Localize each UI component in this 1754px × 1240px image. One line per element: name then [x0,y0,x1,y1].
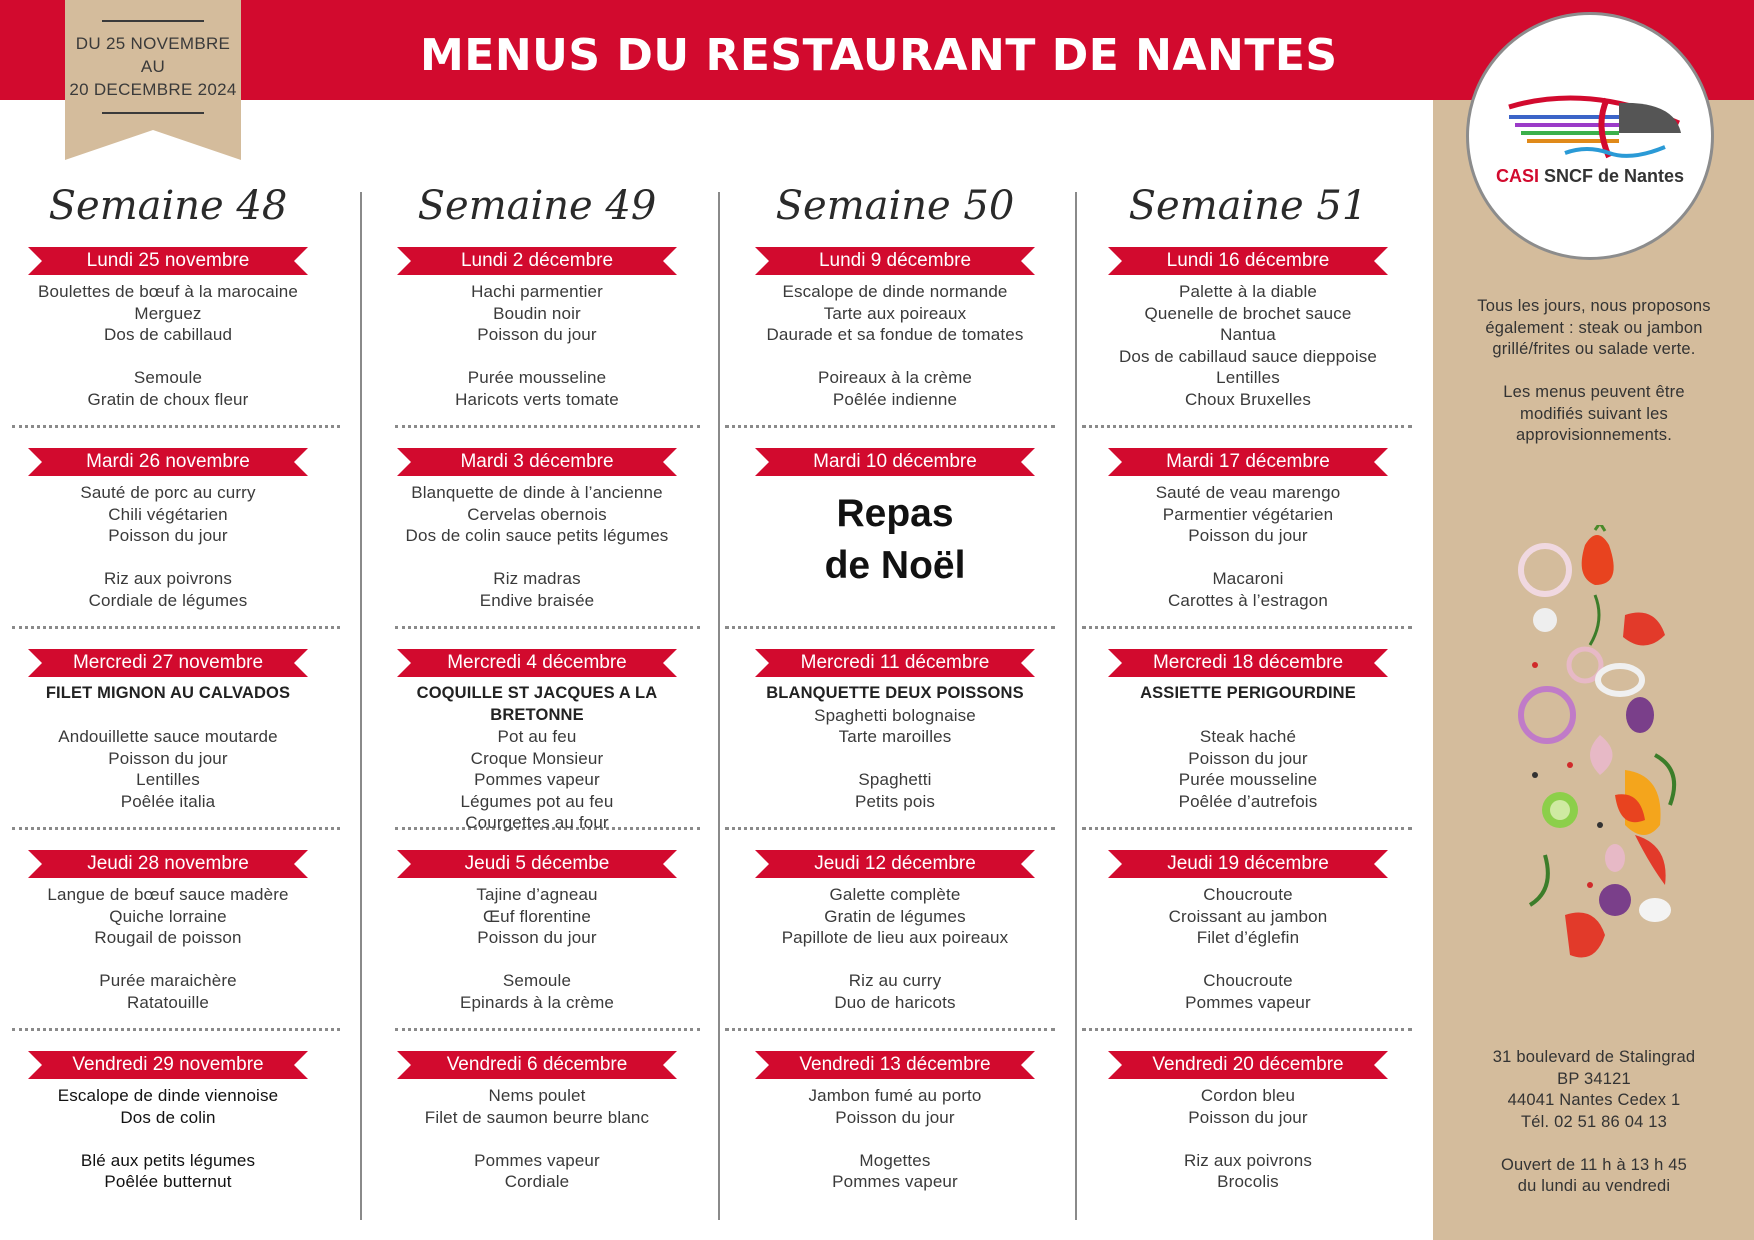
dish-item: Palette à la diable [1178,282,1317,301]
dish-item: Tajine d’agneau [476,885,598,904]
day-banner [755,1049,1035,1081]
dish-item: Nantua [1220,325,1276,344]
dish-item: Ratatouille [127,992,209,1012]
dish-list [1078,482,1418,611]
day-banner [397,848,677,880]
day-banner [755,446,1035,478]
dish-item: Croissant au jambon [1168,906,1328,926]
day-banner [397,245,677,277]
dotted-separator [395,425,700,428]
day-banner [397,1049,677,1081]
dish-spacer [725,1128,1065,1150]
day-banner [28,1049,308,1081]
phone-line: Tél. 02 51 86 04 13 [1521,1112,1667,1131]
sidebar-info-spacer [1440,361,1748,383]
dish-item: Courgettes au four [465,813,609,832]
dish-item: Œuf florentine [483,906,591,926]
day-label: Jeudi 12 décembre [814,853,976,874]
day-label: Mercredi 18 décembre [1152,652,1344,673]
dish-item: Rougail de poisson [94,928,242,947]
dish-item: Semoule [502,971,572,990]
dish-item: Quenelle de brochet sauce [1144,303,1352,323]
dish-item: Poisson du jour [835,1107,955,1127]
dish-item: Merguez [134,303,202,323]
dish-item: Boudin noir [493,303,581,323]
dotted-separator [1082,626,1412,629]
dish-item: Jambon fumé au porto [808,1086,982,1105]
special-line: de Noël [824,544,966,587]
dotted-separator [1082,827,1412,830]
dish-item: Filet d’églefin [1196,928,1300,947]
dish-spacer [1078,1128,1418,1150]
dish-list [725,1085,1065,1193]
dish-item: Choucroute [1203,971,1293,990]
day-label: Mardi 10 décembre [813,451,977,472]
dish-list [0,884,338,1013]
dish-spacer [367,346,707,368]
dish-item: ASSIETTE PERIGOURDINE [1140,684,1356,702]
dish-list [367,1085,707,1193]
dotted-separator [395,1028,700,1031]
dish-item: Légumes pot au feu [460,791,614,811]
dish-item: Cordiale [504,1172,570,1191]
week-title: Semaine 51 [1128,183,1368,229]
dish-item: Blanquette de dinde à l’ancienne [411,483,663,502]
day-label: Mardi 3 décembre [460,451,614,472]
sidebar-address [1440,1047,1748,1198]
dish-list [1078,683,1418,812]
day-banner [755,848,1035,880]
dish-list [1078,1085,1418,1193]
vegetables-illustration-icon [1505,525,1695,975]
dish-item: Poisson du jour [108,748,228,768]
dish-list [1078,281,1418,410]
dish-item: Purée maraichère [99,971,237,990]
dish-item: Poisson du jour [1188,1107,1308,1127]
dish-item: Carottes à l’estragon [1167,590,1328,610]
dish-list [367,683,707,834]
dish-spacer [367,949,707,971]
dish-item: Poêlée butternut [104,1172,232,1191]
dish-item: Nems poulet [488,1086,586,1105]
sidebar-info-line: également : steak ou jambon [1485,318,1703,337]
dish-list [1078,884,1418,1013]
dish-item: Poisson du jour [477,325,597,344]
day-label: Mercredi 11 décembre [800,652,990,673]
dotted-separator [12,425,340,428]
dish-item: Duo de haricots [834,992,956,1012]
dish-item: Tarte maroilles [838,727,952,746]
dish-spacer [1078,705,1418,727]
dish-spacer [0,949,338,971]
day-banner [28,446,308,478]
dish-item: Cordiale de légumes [88,590,248,610]
dish-spacer [725,346,1065,368]
dish-item: Endive braisée [479,590,595,610]
week-title: Semaine 50 [775,183,1015,229]
dotted-separator [725,1028,1055,1031]
date-range-text [65,32,241,101]
dish-list [725,281,1065,410]
dotted-separator [1082,1028,1412,1031]
sidebar-info-line: modifiés suivant les [1520,404,1668,423]
dish-item: Boulettes de bœuf à la marocaine [38,282,298,301]
dish-item: Poisson du jour [477,928,597,947]
dish-item: Poireaux à la crème [817,368,973,387]
dish-list [367,482,707,611]
dotted-separator [12,827,340,830]
column-divider [1075,192,1077,1220]
day-banner [1108,446,1388,478]
dish-item: Poisson du jour [108,526,228,545]
dish-item: Lentilles [136,770,200,789]
logo-prefix: CASI [1495,166,1539,186]
day-label: Jeudi 28 novembre [87,853,249,874]
date-range-tag [65,0,241,160]
dish-item: Langue de bœuf sauce madère [47,885,289,904]
dish-spacer [0,346,338,368]
day-label: Jeudi 19 décembre [1167,853,1329,874]
dish-list [725,683,1065,812]
dish-spacer [1078,547,1418,569]
dish-item: Poêlée d’autrefois [1178,791,1318,811]
logo-name: SNCF de Nantes [1544,166,1685,186]
dotted-separator [12,1028,340,1031]
dish-item: Quiche lorraine [109,906,227,926]
address-line: 44041 Nantes Cedex 1 [1507,1091,1681,1109]
dish-item: Cordon bleu [1200,1086,1296,1105]
dish-item: Poêlée indienne [832,389,958,409]
date-range-separator: AU [140,57,166,76]
dish-item: COQUILLE ST JACQUES A LA [416,684,658,702]
dish-item: Escalope de dinde normande [782,282,1008,301]
dish-item: Petits pois [854,791,936,811]
dish-item: Gratin de légumes [824,906,966,926]
week-title: Semaine 48 [48,183,288,229]
sidebar-info-line: grillé/frites ou salade verte. [1492,340,1696,358]
day-banner [1108,1049,1388,1081]
dish-item: Sauté de veau marengo [1155,483,1341,502]
sidebar-info-line: approvisionnements. [1515,426,1673,444]
dish-item: Purée mousseline [1178,770,1318,789]
day-label: Vendredi 29 novembre [72,1054,264,1075]
dish-item: Brocolis [1217,1172,1279,1191]
casi-sncf-logo-icon [1469,15,1711,165]
dish-item: Cervelas obernois [467,504,607,524]
dotted-separator [725,425,1055,428]
day-banner [28,245,308,277]
dish-item: Pot au feu [497,727,577,746]
dotted-separator [12,626,340,629]
dish-item: Purée mousseline [467,368,607,387]
dish-spacer [725,949,1065,971]
dish-item: Riz madras [493,569,581,588]
dish-list [0,683,338,812]
dish-spacer [725,748,1065,770]
dish-spacer [0,547,338,569]
dish-item: Poisson du jour [1188,748,1308,768]
dotted-separator [725,626,1055,629]
casi-logo [1466,12,1714,260]
dish-spacer [0,1128,338,1150]
day-label: Lundi 9 décembre [818,250,972,271]
dish-item: Pommes vapeur [832,1172,958,1191]
dish-spacer [367,547,707,569]
dish-item: Pommes vapeur [1185,992,1311,1012]
dish-item: Dos de cabillaud sauce dieppoise [1118,346,1378,366]
day-banner [755,647,1035,679]
dish-item: Pommes vapeur [474,770,600,789]
dotted-separator [395,626,700,629]
dotted-separator [1082,425,1412,428]
dish-item: BLANQUETTE DEUX POISSONS [766,684,1024,702]
christmas-meal-note [765,488,1025,592]
special-line: Repas [836,492,954,535]
day-label: Vendredi 20 décembre [1152,1054,1344,1075]
dish-spacer [0,705,338,727]
dish-item: Andouillette sauce moutarde [58,727,278,746]
dish-list [725,884,1065,1013]
dish-list [367,884,707,1013]
logo-text [1469,166,1711,187]
dish-item: Parmentier végétarien [1162,504,1334,524]
dish-item: FILET MIGNON AU CALVADOS [45,684,291,702]
sidebar-info-line: Tous les jours, nous proposons [1477,297,1711,315]
page-title: MENUS DU RESTAURANT DE NANTES [420,30,1338,81]
dish-item: Papillote de lieu aux poireaux [781,928,1009,947]
day-label: Mercredi 27 novembre [72,652,264,673]
day-label: Lundi 25 novembre [86,250,250,271]
column-divider [718,192,720,1220]
dish-list [0,1085,338,1193]
opening-days-line: du lundi au vendredi [1517,1177,1671,1195]
day-banner [397,446,677,478]
day-label: Vendredi 13 décembre [799,1054,991,1075]
dish-item: Riz aux poivrons [103,569,233,588]
dish-item: Galette complète [829,885,961,904]
dish-item: Daurade et sa fondue de tomates [766,325,1024,344]
address-line: 31 boulevard de Stalingrad [1492,1048,1696,1066]
day-label: Jeudi 5 décembe [464,853,610,874]
dish-item: BRETONNE [490,705,584,724]
day-banner [1108,245,1388,277]
date-divider-top [102,20,204,22]
dish-item: Dos de colin sauce petits légumes [405,526,669,545]
day-label: Vendredi 6 décembre [446,1054,628,1075]
dish-list [367,281,707,410]
sidebar-info-line: Les menus peuvent être [1503,383,1685,401]
dish-item: Macaroni [1212,569,1284,588]
dish-item: Dos de cabillaud [103,325,233,344]
dish-item: Dos de colin [120,1107,216,1127]
dish-list [0,482,338,611]
address-spacer [1440,1133,1748,1155]
dish-item: Blé aux petits légumes [80,1150,256,1170]
day-banner [397,647,677,679]
day-banner [1108,848,1388,880]
dish-item: Mogettes [859,1150,931,1170]
dish-item: Poêlée italia [120,791,216,811]
day-banner [755,245,1035,277]
dish-item: Sauté de porc au curry [80,483,256,502]
date-divider-bottom [102,112,204,114]
dotted-separator [725,827,1055,830]
day-label: Mercredi 4 décembre [447,652,627,673]
dish-item: Poisson du jour [1188,526,1308,545]
dish-item: Choucroute [1203,885,1293,904]
dish-item: Croque Monsieur [470,748,604,768]
opening-hours-line: Ouvert de 11 h à 13 h 45 [1500,1155,1688,1174]
dish-item: Tarte aux poireaux [823,303,967,323]
day-banner [1108,647,1388,679]
dish-item: Spaghetti bolognaise [814,705,976,725]
dish-list [0,281,338,410]
dish-item: Riz au curry [848,971,942,990]
dish-item: Riz aux poivrons [1183,1150,1313,1170]
date-range-end: 20 DECEMBRE 2024 [69,80,237,99]
column-divider [360,192,362,1220]
dish-item: Filet de saumon beurre blanc [424,1107,650,1127]
sidebar-info [1440,296,1748,447]
dish-item: Escalope de dinde viennoise [57,1086,279,1105]
day-banner [28,647,308,679]
day-banner [28,848,308,880]
dish-item: Choux Bruxelles [1184,389,1312,409]
dish-item: Pommes vapeur [474,1150,600,1170]
dish-item: Lentilles [1216,368,1280,387]
dish-item: Chili végétarien [108,504,228,524]
week-title: Semaine 49 [417,183,657,229]
dish-item: Spaghetti [858,770,932,789]
dish-item: Hachi parmentier [471,282,603,301]
dish-item: Semoule [133,368,203,387]
address-line: BP 34121 [1557,1069,1631,1088]
day-label: Mardi 17 décembre [1166,451,1330,472]
dish-item: Epinards à la crème [459,992,615,1012]
dish-item: Haricots verts tomate [455,389,619,409]
day-label: Mardi 26 novembre [86,451,250,472]
dish-item: Gratin de choux fleur [87,389,249,409]
dish-item: Steak haché [1199,727,1297,746]
dish-spacer [1078,949,1418,971]
day-label: Lundi 2 décembre [460,250,614,271]
date-range-start: DU 25 NOVEMBRE [75,34,231,53]
day-label: Lundi 16 décembre [1166,250,1330,271]
dish-spacer [367,1128,707,1150]
